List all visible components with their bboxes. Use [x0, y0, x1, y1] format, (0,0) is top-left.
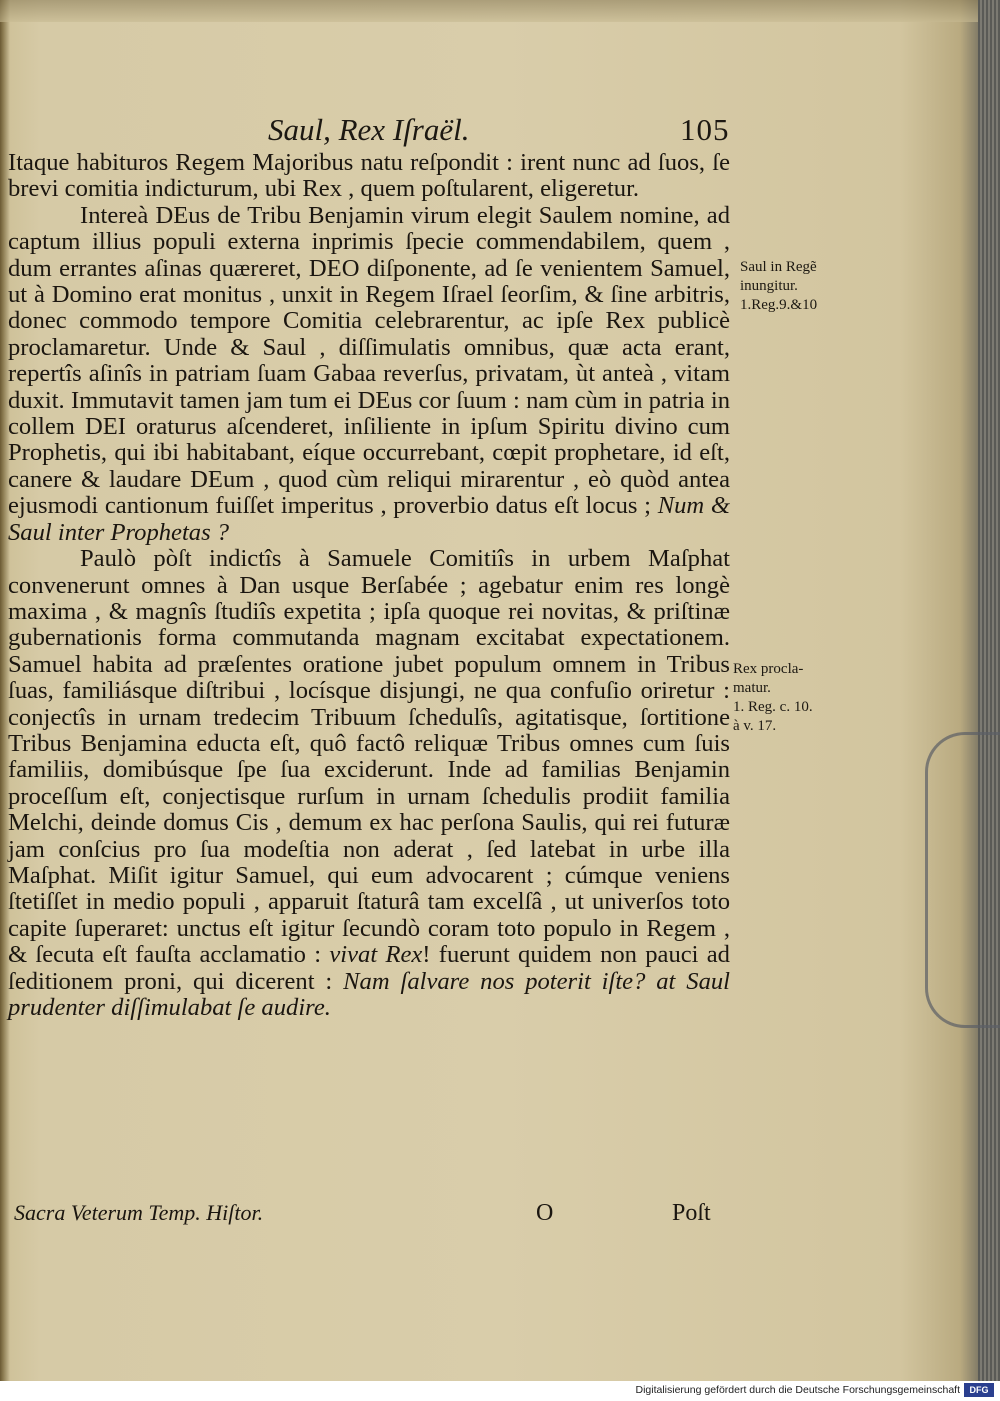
italic-quote: Num & Saul inter Prophetas ?: [8, 492, 730, 546]
margin-line: inungitur.: [740, 278, 798, 294]
paragraph-text: ! fuerunt quidem non pauci ad ſeditionem proni, qui dicerent :: [8, 941, 730, 995]
margin-line: matur.: [733, 680, 771, 696]
catchword: Poſt: [672, 1200, 711, 1226]
margin-line: 1. Reg. c. 10.: [733, 699, 813, 715]
margin-line: Rex procla-: [733, 661, 804, 677]
dfg-logo-icon: DFG: [964, 1383, 994, 1397]
italic-quote: Nam ſalvare nos poterit iſte? at Saul prudenter diſſimulabat ſe audire.: [8, 967, 730, 1021]
paragraph: [8, 546, 730, 1021]
paragraph-text: Intereà DEus de Tribu Benjamin virum elegit Saulem nomine, ad captum illius populi externa inprimis ſpecie commendabilem, quem , dum errantes aſinas quæreret, DEO diſponente, ad ſe venientem Samuel, ut à Domino erat monitus , unxit in Regem Iſrael ſeorſim, & ſine arbitris, donec commodo tempore Comitia celebrarentur, ac ipſe Rex publicè proclamaretur. Unde & Saul , diſſimulatis omnibus, quæ acta erant, repertîs aſinîs in patriam ſuam Gabaa reverſus, privatam, ùt anteà , vitam duxit. Immutavit tamen jam tum ei DEus cor ſuum : nam cùm in patria in collem DEI oraturus aſcenderet, inſiliente in ipſum Spiritu divino cum Prophetis, qui ibi habitabant, eíque occurrebant, cœpit prophetare, id eſt, canere & laudare DEum , quod cùm reliqui mirarentur , eò quòd antea ejusmodi cantionum fuiſſet imperitus , proverbio datus eſt locus ;: [8, 201, 730, 520]
clip-overlay: [925, 732, 1000, 1028]
paragraph-text: Paulò pòſt indictîs à Samuele Comitiîs in urbem Maſphat convenerunt omnes à Dan usque Berſabée ; agebatur enim res longè maxima , & magnîs ſtudiîs expetita ; ipſa quoque rei novitas, & priſtinæ gubernationis forma commutanda magnam excitabat expectationem. Samuel habita ad præſentes oratione jubet populum omnem in Tribus ſuas, familiásque diſtribui , locísque disjungi, ne qua confuſio oriretur : conjectîs in urnam tredecim Tribuum ſchedulîs, agitatisque, ſortitione Tribus Benjamina educta eſt, quô factô reliquæ Tribus omnes cum ſuis familiis, domibúsque ſpe ſua exciderunt. Inde ad familias Benjamin proceſſum eſt, conjectisque rurſum in urnam ſchedulis prodiit familia Melchi, deinde domus Cis , demum ex hac perſona Saulis, qui rei futuræ jam conſcius pro ſua modeſtia non aderat , ſed latebat in urbe illa Maſphat. Miſit igitur Samuel, qui eum advocarent ; cúmque veniens ſtetiſſet in medio populi , apparuit ſtaturâ tam excelſâ , ut univerſos toto capite ſuperaret: unctus eſt igitur ſecundò coram toto populo in Regem , & ſecuta eſt fauſta acclamatio :: [8, 545, 730, 969]
paragraph: Itaque habituros Regem Majoribus natu reſpondit : irent nunc ad ſuos, ſe brevi comitia indicturum, ubi Rex , quem poſtularent, eligeretur.: [8, 149, 730, 203]
paragraph: [8, 203, 730, 546]
footer-bar: [0, 1381, 1000, 1401]
running-title: Saul, Rex Iſraël.: [268, 112, 470, 147]
catchline: [14, 1200, 734, 1232]
margin-note: [733, 660, 853, 736]
signature-title: Sacra Veterum Temp. Hiſtor.: [14, 1200, 264, 1225]
margin-line: à v. 17.: [733, 718, 777, 734]
margin-line: Saul in Regẽ: [740, 259, 817, 275]
page-header: [0, 112, 1000, 152]
italic-quote: vivat Rex: [329, 941, 423, 969]
page-number: 105: [680, 112, 730, 147]
margin-note: [740, 258, 860, 315]
book-page-edges: [978, 0, 1000, 1381]
funding-credit: Digitalisierung gefördert durch die Deutsche Forschungsgemeinschaft: [635, 1384, 960, 1396]
page-top-shadow: [0, 0, 1000, 22]
main-text: [8, 150, 730, 1021]
signature-mark: O: [536, 1200, 554, 1226]
margin-line: 1.Reg.9.&10: [740, 297, 818, 313]
